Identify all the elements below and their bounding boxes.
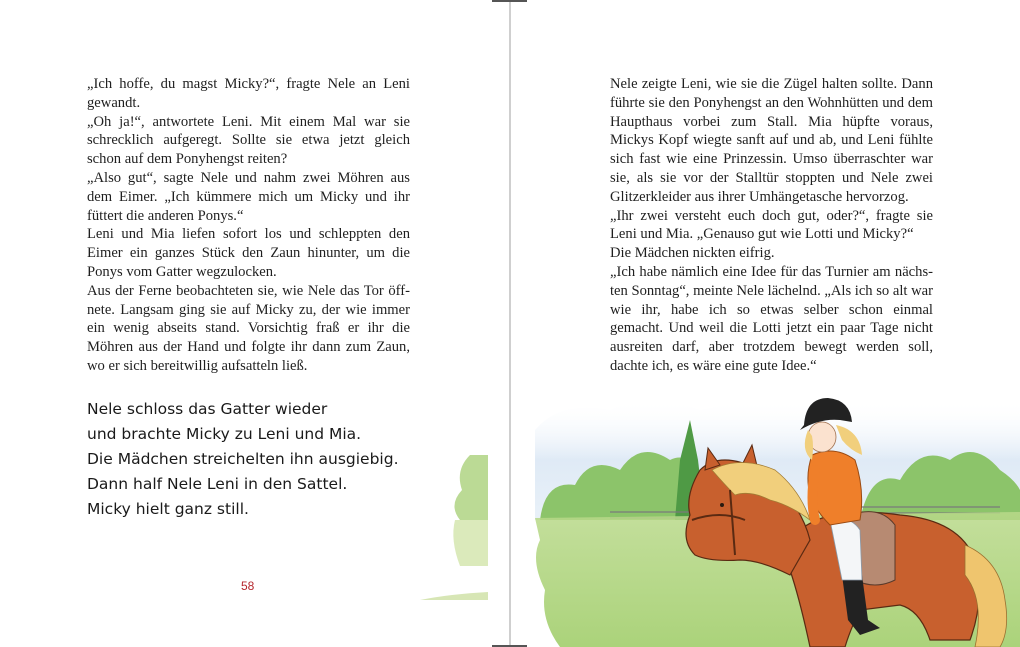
easy-read-line: Nele schloss das Gatter wieder: [87, 400, 328, 418]
paragraph: Leni und Mia liefen sofort los und schleppten den Eimer ein ganzes Stück den Zaun hinunter, um die Ponys vom Gatter wegzulocken.: [87, 226, 410, 280]
easy-read-line: Die Mädchen streichelten ihn ausgiebig.: [87, 450, 399, 468]
paragraph: „Ich hoffe, du magst Micky?“, fragte Nele an Leni gewandt.: [87, 76, 410, 111]
paragraph: „Also gut“, sagte Nele und nahm zwei Möhren aus dem Eimer. „Ich kümmere mich um Micky und ihr füttert die anderen Ponys.“: [87, 169, 410, 224]
easy-read-line: und brachte Micky zu Leni und Mia.: [87, 425, 362, 443]
paragraph: „Ihr zwei versteht euch doch gut, oder?“, fragte sie Leni und Mia. „Genauso gut wie Lotti und Micky?“: [610, 207, 933, 243]
left-page-prose: [87, 75, 410, 376]
page-number: 58: [241, 579, 255, 593]
easy-read-text: [87, 397, 447, 522]
paragraph: „Oh ja!“, antwortete Leni. Mit einem Mal war sie schrecklich aufgeregt. Sollte sie etwa jetzt gleich schon auf dem Ponyhengst reiten?: [87, 113, 410, 168]
paragraph: „Ich habe nämlich eine Idee für das Turnier am nächsten Sonntag“, meinte Nele lächelnd. „Als ich so alt war wie ihr, habe ich so etwas selber schon einmal gemacht. Und weil die Lotti jetzt ein paar Tage nicht ausreiten darf, aber trotzdem bewegt werden soll, dachte ich, es wäre eine gute Idee.“: [610, 263, 933, 374]
paragraph: Nele zeigte Leni, wie sie die Zügel halten sollte. Dann führte sie den Ponyhengst an den Wohnhütten und dem Haupthaus vorbei zum Stall. Mia hüpfte voraus, Mickys Kopf wiegte sanft auf und ab, und Leni fühlte sich fast wie eine Prinzessin. Umso überraschter war sie, als sie vor der Stalltür stoppten und Nele zwei Glitzerkleider aus ihrer Umhängetasche hervorzog.: [610, 76, 933, 205]
easy-read-line: Dann half Nele Leni in den Sattel.: [87, 475, 348, 493]
book-spine: [509, 0, 511, 647]
right-page-prose: [610, 75, 933, 376]
paragraph: Die Mädchen nickten eifrig.: [610, 245, 775, 262]
right-page: [511, 0, 1020, 647]
spine-mark-top: [492, 0, 527, 2]
easy-read-line: Micky hielt ganz still.: [87, 500, 249, 518]
paragraph: Aus der Ferne beobachteten sie, wie Nele das Tor öffnete. Langsam ging sie auf Micky zu, der wie immer ein wenig abseits stand. Vorsichtig fraß er ihr die Möhren aus der Hand und folgte ihr dann zum Zaun, wo er sich bereitwillig aufsatteln ließ.: [87, 282, 410, 374]
